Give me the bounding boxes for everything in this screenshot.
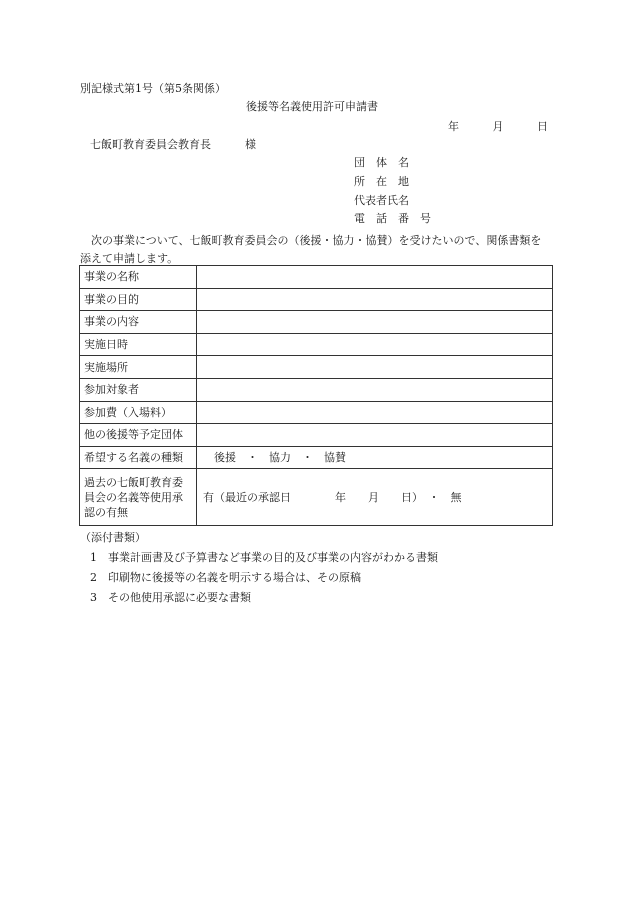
form-id: 別記様式第1号（第5条関係） [80, 82, 226, 95]
attachment-text: 事業計画書及び予算書など事業の目的及び事業の内容がわかる書類 [108, 551, 438, 564]
prior-approval-field[interactable]: 有（最近の承認日 年 月 日） ・ 無 [197, 469, 553, 526]
row-label: 参加費（入場料） [80, 401, 197, 424]
applicant-address-label: 所 在 地 [354, 175, 409, 188]
row-value-field[interactable] [197, 333, 553, 356]
table-row [80, 266, 553, 289]
row-value-field[interactable] [197, 378, 553, 401]
applicant-group-name-label: 団 体 名 [354, 156, 409, 169]
name-type-options[interactable]: 後援 ・ 協力 ・ 協賛 [197, 446, 553, 469]
attachment-text: 印刷物に後援等の名義を明示する場合は、その原稿 [108, 571, 361, 584]
table-row [80, 333, 553, 356]
row-label: 実施場所 [80, 356, 197, 379]
row-value-field[interactable] [197, 311, 553, 334]
table-row [80, 311, 553, 334]
table-row [80, 356, 553, 379]
row-label: 事業の内容 [80, 311, 197, 334]
row-label: 実施日時 [80, 333, 197, 356]
row-label: 希望する名義の種類 [80, 446, 197, 469]
row-label: 参加対象者 [80, 378, 197, 401]
document-title: 後援等名義使用許可申請書 [246, 100, 378, 113]
table-row [80, 378, 553, 401]
attachment-number: 2 [90, 571, 97, 584]
application-table [79, 265, 553, 526]
addressee-name: 七飯町教育委員会教育長 [90, 138, 211, 151]
table-row [80, 446, 553, 469]
date-line [448, 121, 548, 132]
attachment-number: 3 [90, 591, 97, 604]
applicant-representative-label: 代表者氏名 [354, 194, 409, 207]
row-label: 事業の名称 [80, 266, 197, 289]
request-statement: 次の事業について、七飯町教育委員会の（後援・協力・協賛）を受けたいので、関係書類を添えて申請します。 [80, 234, 542, 265]
row-label: 過去の七飯町教育委員会の名義等使用承認の有無 [80, 469, 197, 526]
applicant-phone-label: 電 話 番 号 [354, 212, 431, 225]
table-row [80, 401, 553, 424]
table-row [80, 288, 553, 311]
addressee-honorific: 様 [245, 138, 256, 151]
date-year: 年 [448, 120, 459, 133]
row-label: 他の後援等予定団体 [80, 424, 197, 447]
row-value-field[interactable] [197, 356, 553, 379]
row-value-field[interactable] [197, 401, 553, 424]
row-value-field[interactable] [197, 424, 553, 447]
table-row [80, 424, 553, 447]
attachments-heading: （添付書類） [80, 531, 146, 544]
table-row [80, 469, 553, 526]
date-month: 月 [492, 120, 504, 133]
date-day: 日 [537, 120, 548, 133]
attachment-item [90, 552, 438, 563]
addressee [90, 139, 256, 150]
row-value-field[interactable] [197, 266, 553, 289]
attachment-item [90, 592, 251, 603]
attachment-text: その他使用承認に必要な書類 [108, 591, 251, 604]
attachment-item [90, 572, 361, 583]
row-label: 事業の目的 [80, 288, 197, 311]
row-value-field[interactable] [197, 288, 553, 311]
attachment-number: 1 [90, 551, 97, 564]
